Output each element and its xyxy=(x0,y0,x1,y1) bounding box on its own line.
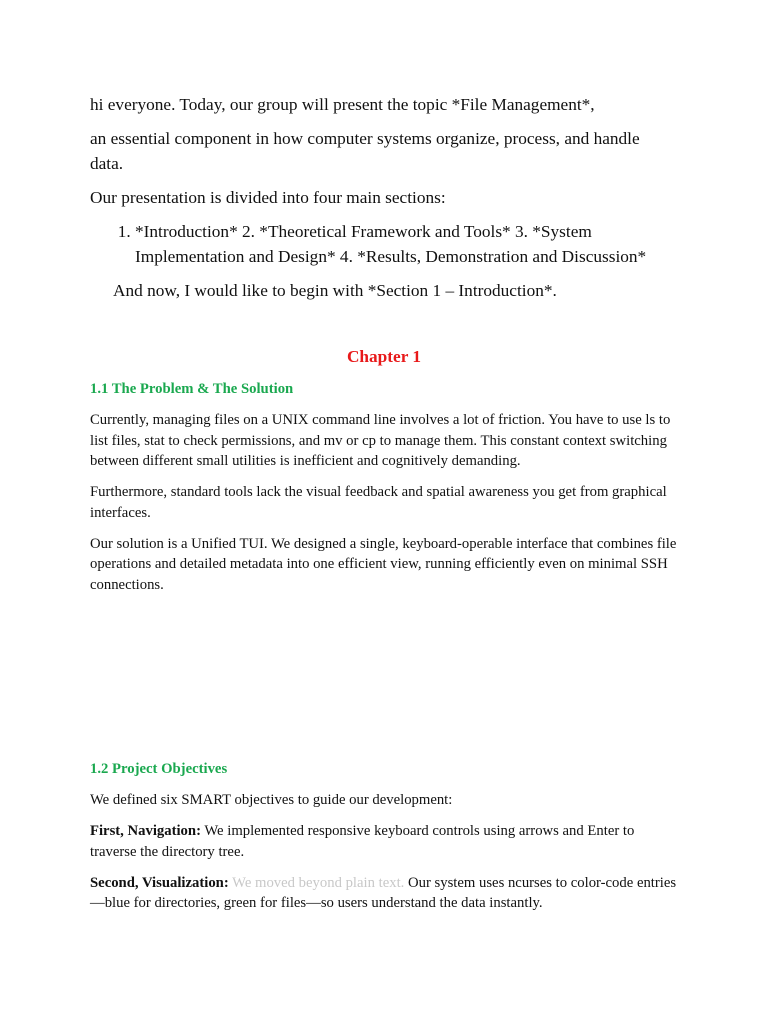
objective-navigation xyxy=(90,821,680,862)
chapter-title: Chapter 1 xyxy=(346,347,422,366)
paragraph-solution: Our solution is a Unified TUI. We designed a single, keyboard-operable interface that combines file operations and detailed metadata into one efficient view, running efficiently even on minimal SSH connections. xyxy=(90,535,677,593)
intro-block xyxy=(90,92,675,312)
section-heading-1-2: 1.2 Project Objectives xyxy=(90,761,228,777)
objectives-lead: We defined six SMART objectives to guide our development: xyxy=(90,792,453,808)
objective-navigation-label: First, Navigation: xyxy=(90,823,201,839)
sections-list xyxy=(90,219,675,269)
sections-list-item: 1. *Introduction* 2. *Theoretical Framework and Tools* 3. *System Implementation and Design* 4. *Results, Demonstration and Discussion* xyxy=(135,219,675,269)
objective-visualization xyxy=(90,873,680,914)
intro-closing: And now, I would like to begin with *Section 1 – Introduction*. xyxy=(113,281,557,300)
paragraph-problem: Currently, managing files on a UNIX command line involves a lot of friction. You have to use ls to list files, stat to check permissions, and mv or cp to manage them. This constant context switching between different small utilities is inefficient and cognitively demanding. xyxy=(90,412,671,469)
intro-line-2: an essential component in how computer systems organize, process, and handle data. xyxy=(90,129,640,173)
intro-line-3: Our presentation is divided into four main sections: xyxy=(90,188,446,207)
objective-visualization-label: Second, Visualization: xyxy=(90,874,229,891)
intro-line-1: hi everyone. Today, our group will present the topic *File Management*, xyxy=(90,95,595,114)
objective-visualization-faded-text: We moved beyond plain text. xyxy=(228,874,405,891)
objective-navigation-text: We implemented responsive keyboard controls using arrows and Enter to traverse the directory tree. xyxy=(90,823,635,860)
paragraph-limitations: Furthermore, standard tools lack the visual feedback and spatial awareness you get from graphical interfaces. xyxy=(90,484,667,521)
section-heading-1-1: 1.1 The Problem & The Solution xyxy=(90,381,294,397)
objective-visualization-text: Our system uses ncurses to color-code entries—blue for directories, green for files—so users understand the data instantly. xyxy=(90,874,677,911)
section-1-1-body xyxy=(90,410,680,606)
section-1-2-body xyxy=(90,790,680,924)
